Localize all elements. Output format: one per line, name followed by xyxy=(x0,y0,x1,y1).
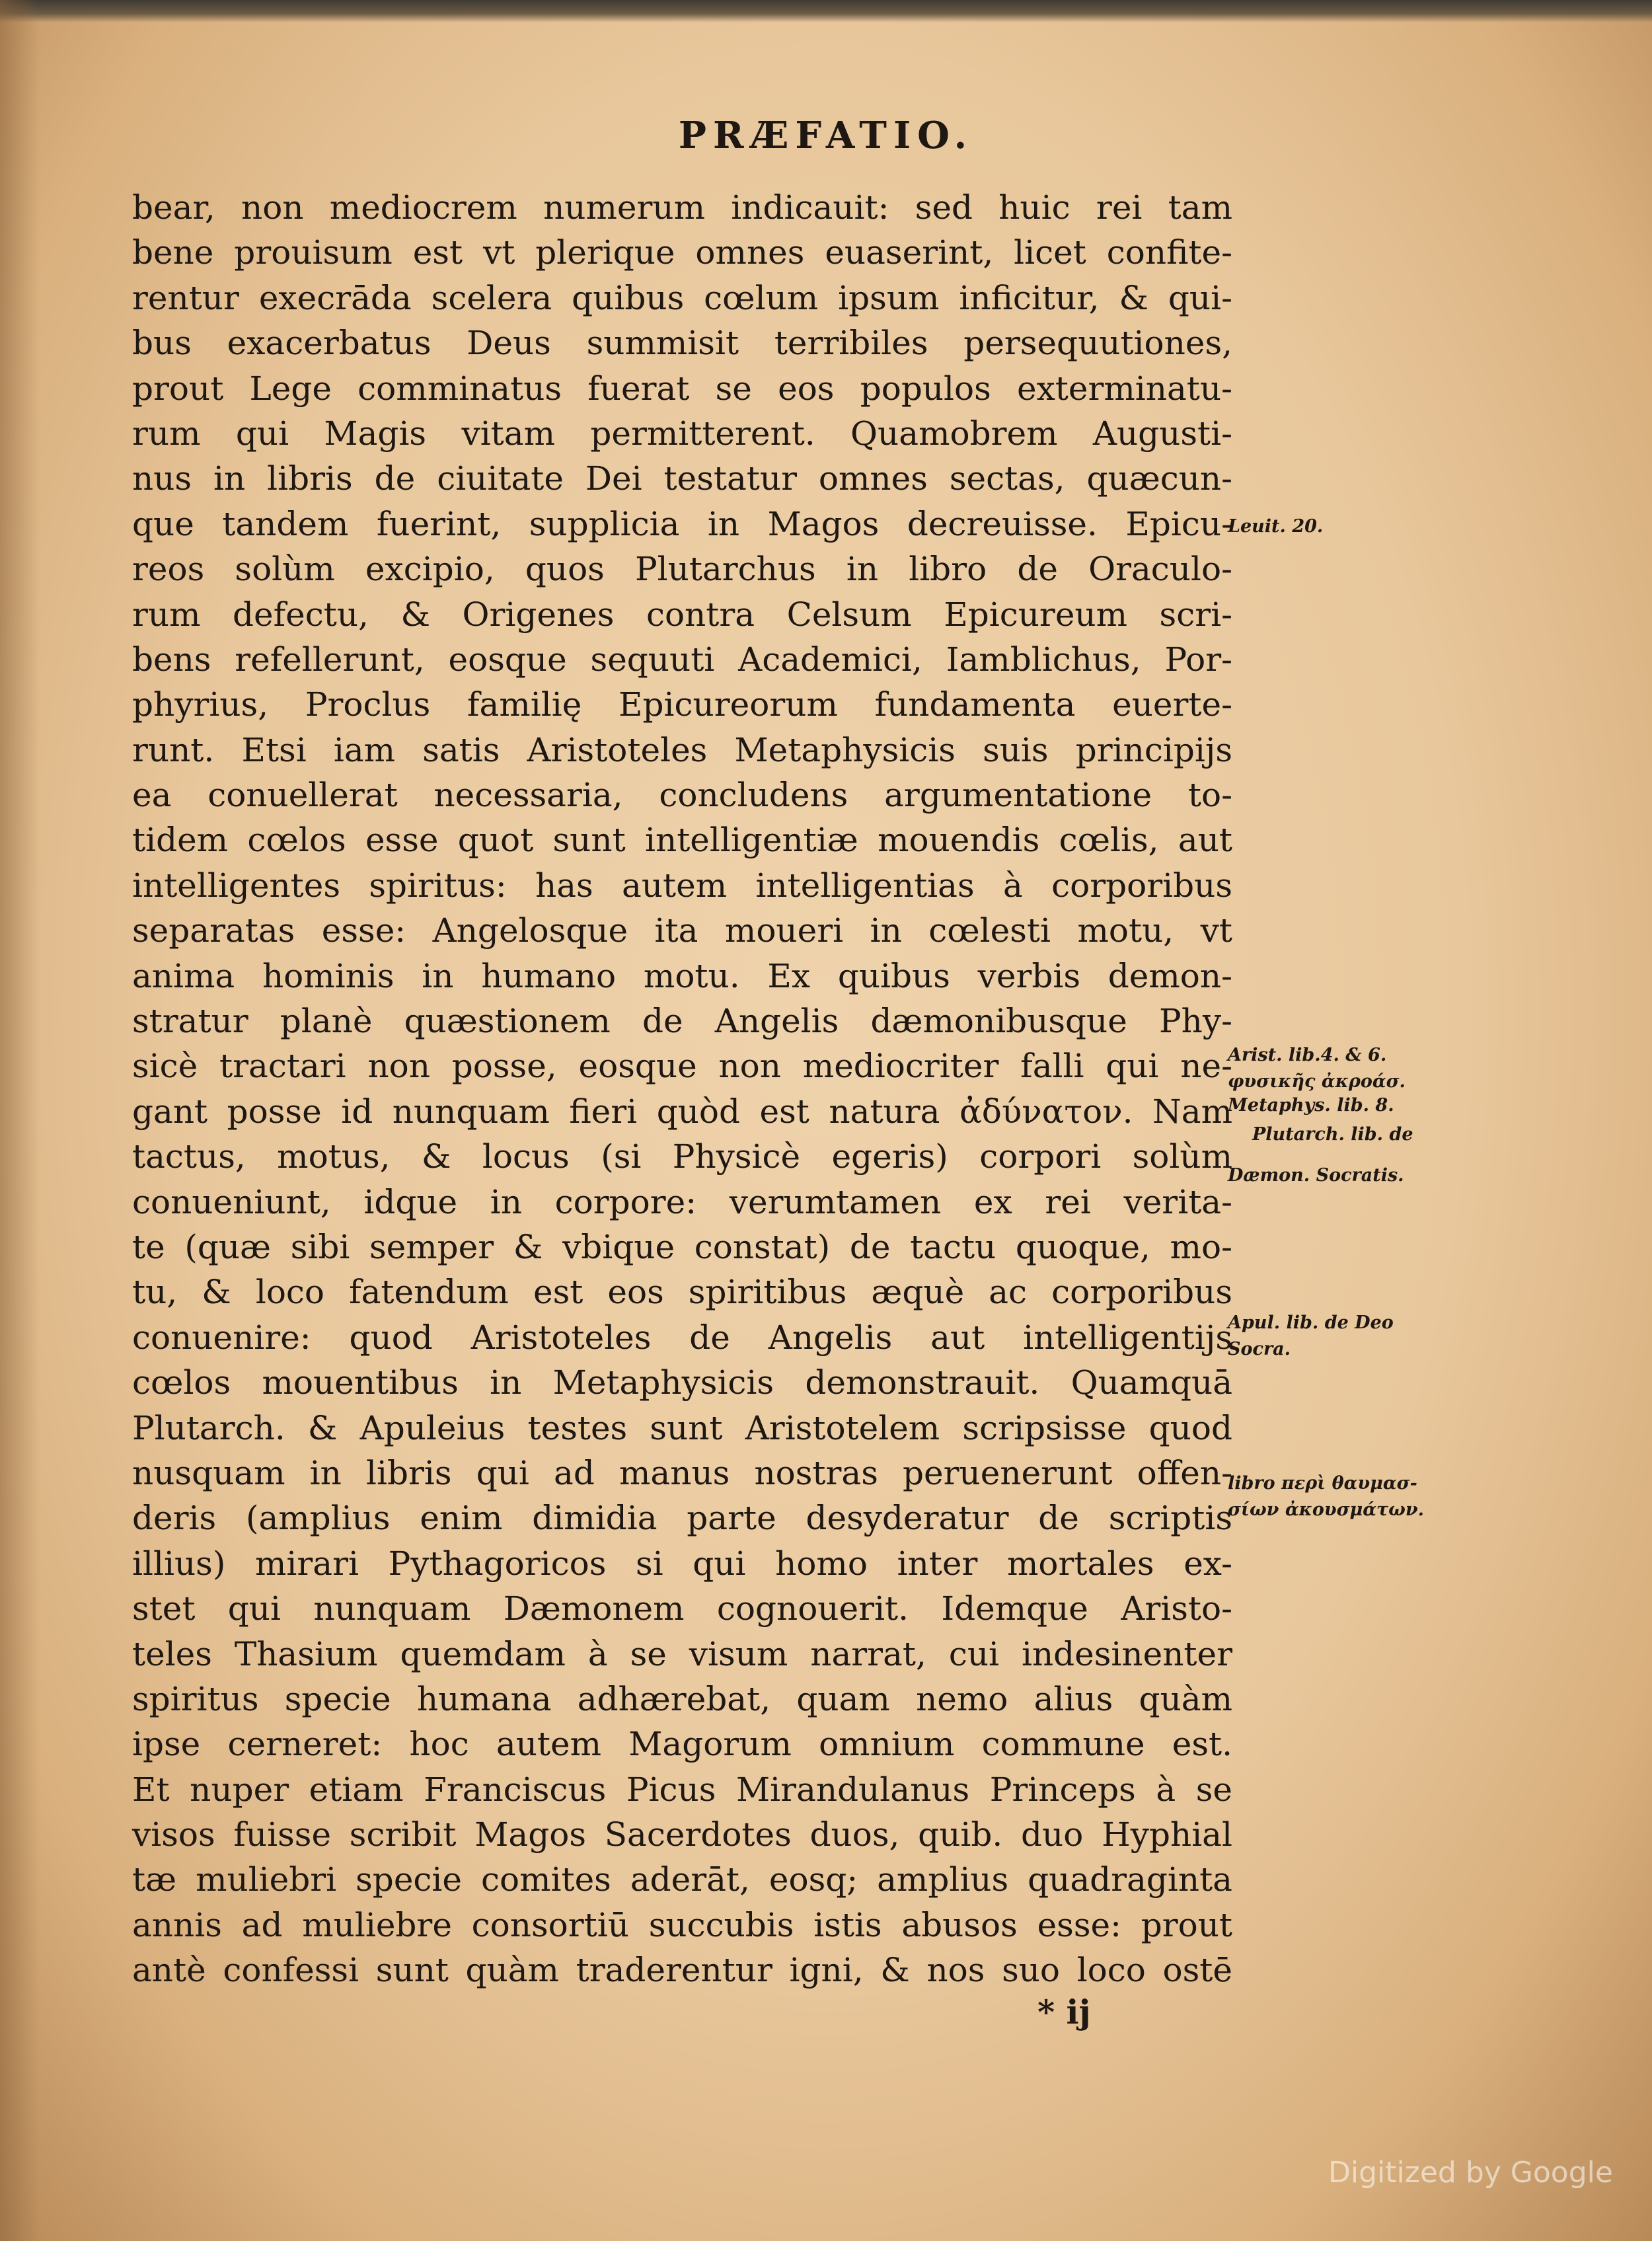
text-line-content: tidem cœlos esse quot sunt intelligentiæ mouendis cœlis, aut xyxy=(132,821,1232,860)
text-line-content: tu, & loco fatendum est eos spiritibus æquè ac corporibus xyxy=(132,1273,1232,1312)
text-line-content: cœlos mouentibus in Metaphysicis demonstrauit. Quamquā xyxy=(132,1363,1232,1402)
signature-mark: * ij xyxy=(1037,1993,1091,2032)
text-line xyxy=(132,547,1232,591)
text-line-content: que tandem fuerint, supplicia in Magos decreuisse. Epicu- xyxy=(132,504,1232,543)
text-line-content: annis ad muliebre consortiū succubis istis abusos esse: prout xyxy=(132,1905,1232,1944)
text-line-content: nusquam in libris qui ad manus nostras peruenerunt offen- xyxy=(132,1453,1232,1492)
text-line-content: phyrius, Proclus familię Epicureorum fundamenta euerte- xyxy=(132,685,1232,724)
text-line-content: gant posse id nunquam fieri quòd est natura ἀδύνατον. Nam xyxy=(132,1092,1232,1131)
text-line-content: intelligentes spiritus: has autem intelligentias à corporibus xyxy=(132,866,1232,905)
text-line-content: reos solùm excipio, quos Plutarchus in libro de Oraculo- xyxy=(132,550,1232,589)
text-line-content: sicè tractari non posse, eosque non mediocriter falli qui ne- xyxy=(132,1047,1232,1086)
text-line xyxy=(132,1225,1232,1270)
text-line xyxy=(132,1044,1232,1088)
text-line-content: te (quæ sibi semper & vbique constat) de tactu quoque, mo- xyxy=(132,1227,1232,1266)
margin-note-arist-1: Arist. lib.4. & 6. xyxy=(1228,1045,1387,1065)
margin-note-libro-1: libro περὶ θαυμασ- xyxy=(1228,1473,1417,1494)
text-line xyxy=(132,637,1232,682)
text-line-content: conueniunt, idque in corpore: verumtamen ex rei verita- xyxy=(132,1182,1232,1221)
text-line-content: rum qui Magis vitam permitterent. Quamobrem Augusti- xyxy=(132,414,1232,453)
margin-note-plut-1: Plutarch. lib. de xyxy=(1252,1124,1413,1145)
text-line-content: nus in libris de ciuitate Dei testatur omnes sectas, quæcun- xyxy=(132,459,1232,498)
text-line xyxy=(132,1180,1232,1225)
text-line-content: separatas esse: Angelosque ita moueri in cœlesti motu, vt xyxy=(132,911,1232,950)
text-line xyxy=(132,863,1232,908)
text-line-content: prout Lege comminatus fuerat se eos populos exterminatu- xyxy=(132,369,1232,408)
text-line-content: ea conuellerat necessaria, concludens argumentatione to- xyxy=(132,776,1232,815)
text-line xyxy=(132,1903,1232,1948)
margin-note-apul-1: Apul. lib. de Deo xyxy=(1228,1312,1394,1333)
text-line xyxy=(132,321,1232,365)
text-line xyxy=(132,682,1232,727)
text-line xyxy=(132,366,1232,411)
text-line xyxy=(132,1360,1232,1405)
text-line xyxy=(132,1722,1232,1766)
text-line xyxy=(132,276,1232,321)
text-line xyxy=(132,1677,1232,1722)
text-line xyxy=(132,1812,1232,1857)
text-line xyxy=(132,817,1232,862)
text-line xyxy=(132,1767,1232,1812)
text-line-content: bus exacerbatus Deus summisit terribiles persequutiones, xyxy=(132,324,1232,363)
text-line-content: Et nuper etiam Franciscus Picus Mirandulanus Princeps à se xyxy=(132,1770,1232,1809)
text-line-content: bens refellerunt, eosque sequuti Academici, Iamblichus, Por- xyxy=(132,640,1232,679)
text-line-content: bear, non mediocrem numerum indicauit: sed huic rei tam xyxy=(132,188,1232,227)
text-line xyxy=(132,411,1232,456)
watermark: Digitized by Google xyxy=(1328,2156,1613,2189)
text-line-content: rum defectu, & Origenes contra Celsum Epicureum scri- xyxy=(132,595,1232,634)
text-line-content: anima hominis in humano motu. Ex quibus verbis demon- xyxy=(132,956,1232,995)
text-line xyxy=(132,1270,1232,1314)
text-line xyxy=(132,1451,1232,1496)
text-line xyxy=(132,1134,1232,1179)
body-text xyxy=(132,185,1232,1993)
page-top-edge xyxy=(0,0,1652,22)
text-line xyxy=(132,502,1232,547)
text-line-content: rentur execrāda scelera quibus cœlum ipsum inficitur, & qui- xyxy=(132,278,1232,317)
text-line xyxy=(132,230,1232,275)
text-line xyxy=(132,1632,1232,1677)
text-line-content: tæ muliebri specie comites aderāt, eosq; amplius quadraginta xyxy=(132,1860,1232,1899)
margin-note-apul-2: Socra. xyxy=(1228,1339,1291,1359)
text-line xyxy=(132,456,1232,501)
margin-note-leuit: Leuit. 20. xyxy=(1228,516,1324,537)
text-line xyxy=(132,1541,1232,1586)
text-line xyxy=(132,1089,1232,1134)
text-line xyxy=(132,592,1232,637)
text-line xyxy=(132,1406,1232,1451)
text-line-content: conuenire: quod Aristoteles de Angelis aut intelligentijs xyxy=(132,1318,1232,1357)
margin-note-arist-3: Metaphys. lib. 8. xyxy=(1228,1095,1394,1116)
text-line xyxy=(132,1496,1232,1540)
text-line xyxy=(132,1948,1232,1993)
text-line-content: teles Thasium quemdam à se visum narrat, cui indesinenter xyxy=(132,1634,1232,1673)
text-line-content: tactus, motus, & locus (si Physicè egeris) corpori solùm xyxy=(132,1137,1232,1176)
text-line-content: deris (amplius enim dimidia parte desyderatur de scriptis xyxy=(132,1499,1232,1538)
text-line xyxy=(132,1586,1232,1631)
text-line-content: stratur planè quæstionem de Angelis dæmonibusque Phy- xyxy=(132,1002,1232,1041)
running-head: PRÆFATIO. xyxy=(678,114,974,157)
text-line xyxy=(132,999,1232,1044)
text-line xyxy=(132,1315,1232,1360)
text-line-content: illius) mirari Pythagoricos si qui homo inter mortales ex- xyxy=(132,1544,1232,1583)
text-line-content: ipse cerneret: hoc autem Magorum omnium commune est. xyxy=(132,1725,1232,1764)
text-line xyxy=(132,185,1232,230)
text-line-content: runt. Etsi iam satis Aristoteles Metaphysicis suis principijs xyxy=(132,730,1232,769)
text-line-content: spiritus specie humana adhærebat, quam nemo alius quàm xyxy=(132,1679,1232,1718)
text-line-content: Plutarch. & Apuleius testes sunt Aristotelem scripsisse quod xyxy=(132,1408,1232,1447)
margin-note-libro-2: σίων ἀκουσμάτων. xyxy=(1228,1500,1425,1520)
text-line-content: bene prouisum est vt plerique omnes euaserint, licet confite- xyxy=(132,233,1232,272)
page-gutter-shadow xyxy=(0,0,40,2241)
text-line xyxy=(132,773,1232,817)
text-line xyxy=(132,954,1232,999)
margin-note-arist-2: φυσικῆς ἀκροάσ. xyxy=(1228,1071,1406,1092)
text-line xyxy=(132,908,1232,953)
text-line-content: antè confessi sunt quàm traderentur igni, & nos suo loco ostē xyxy=(132,1951,1232,1990)
text-line-content: visos fuisse scribit Magos Sacerdotes duos, quib. duo Hyphial xyxy=(132,1815,1232,1854)
text-line-content: stet qui nunquam Dæmonem cognouerit. Idemque Aristo- xyxy=(132,1589,1232,1628)
text-line xyxy=(132,728,1232,773)
text-line xyxy=(132,1857,1232,1902)
margin-note-plut-2: Dæmon. Socratis. xyxy=(1228,1165,1404,1186)
